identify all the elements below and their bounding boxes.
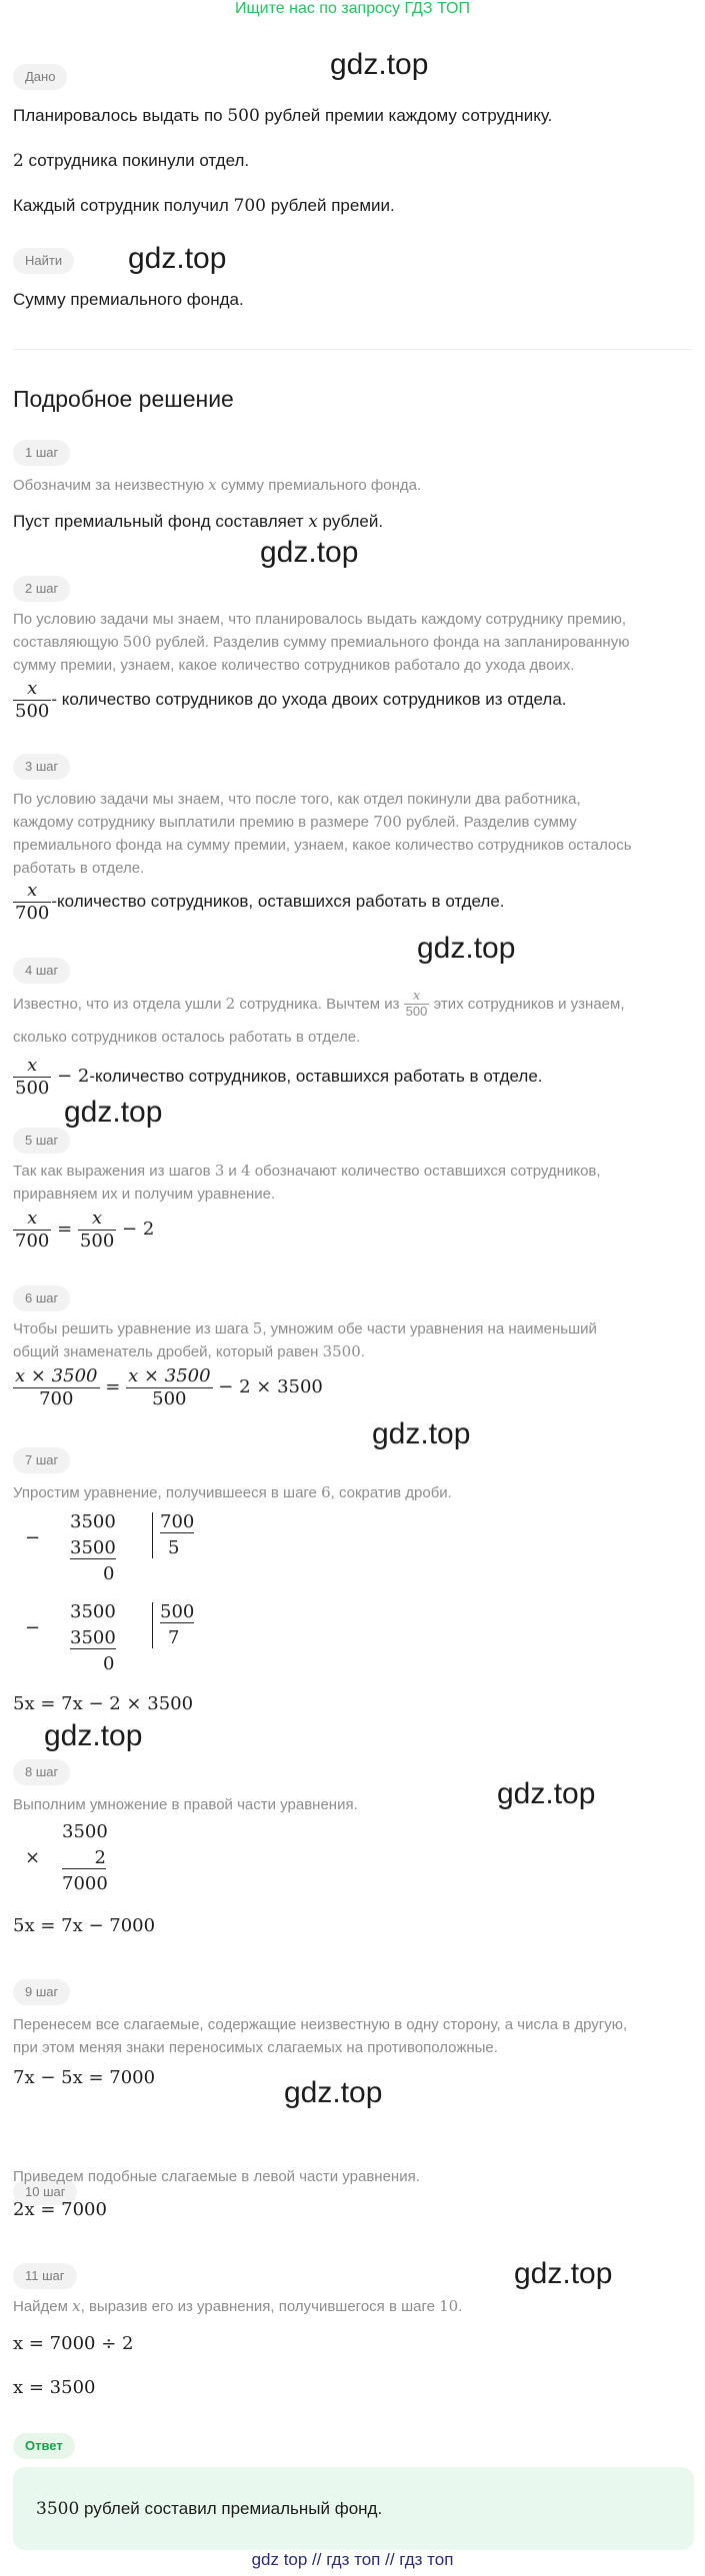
footer-link-2[interactable]: гдз топ <box>326 2550 381 2569</box>
step-11-label: 11 шаг <box>13 2263 77 2289</box>
footer-link-1[interactable]: gdz top <box>251 2550 308 2569</box>
step-5-label: 5 шаг <box>13 1128 70 1154</box>
step-10-label: 10 шаг <box>13 2179 77 2205</box>
solution-title: Подробное решение <box>13 386 234 412</box>
fraction: $\frac{x}{500}$ <box>15 678 50 722</box>
fraction: $\frac{x}{700}$ <box>15 880 50 924</box>
watermark: gdz.top <box>330 48 429 81</box>
step-6-equation: $\frac{x \times 3500}{700}$ = $\frac{x \times 3500}{500}$ − 2 × 3500 <box>15 1365 323 1409</box>
multiplicand: 3500 <box>62 1821 108 1842</box>
multiplication-sign: × <box>25 1847 41 1868</box>
find-label: Найти <box>13 248 74 274</box>
long-division-sign: − <box>25 1527 41 1548</box>
step-9-explanation: Перенесем все слагаемые, содержащие неизвестную в одну сторону, а числа в другую, при этом меняя знаки переносимых слагаемых на противоположные. <box>13 2016 628 2056</box>
fraction: $\frac{x}{700}$ <box>15 1208 50 1252</box>
answer-label: Ответ <box>13 2433 75 2459</box>
step-5-equation: $\frac{x}{700}$ = $\frac{x}{500}$ − 2 <box>15 1208 155 1252</box>
remainder: 0 <box>103 1653 115 1674</box>
answer-text: 3500 рублей составил премиальный фонд. <box>36 2499 383 2519</box>
divisor: 500 <box>160 1601 195 1622</box>
step-10-explanation: Приведем подобные слагаемые в левой части уравнения. <box>13 2168 420 2185</box>
step-7-label: 7 шаг <box>13 1447 70 1473</box>
subtrahend: 3500 <box>70 1627 116 1648</box>
given-line-3: Каждый сотрудник получил 700 рублей премии. <box>13 196 395 216</box>
step-2-label: 2 шаг <box>13 576 70 602</box>
division-bar <box>152 1602 153 1648</box>
step-8-explanation: Выполним умножение в правой части уравнения. <box>13 1796 358 1813</box>
watermark: gdz.top <box>417 932 516 965</box>
step-11-explanation: Найдем x, выразив его из уравнения, получившегося в шаге 10. <box>13 2297 463 2315</box>
footer-link-3[interactable]: гдз топ <box>399 2550 454 2569</box>
step-9-label: 9 шаг <box>13 1979 70 2005</box>
step-8-result: 5x = 7x − 7000 <box>13 1915 156 1936</box>
given-line-1: Планировалось выдать по 500 рублей премии каждому сотруднику. <box>13 106 553 126</box>
watermark: gdz.top <box>372 1417 471 1450</box>
watermark: gdz.top <box>64 1096 163 1129</box>
watermark: gdz.top <box>284 2076 383 2109</box>
subtrahend: 3500 <box>70 1537 116 1558</box>
fraction: $\frac{x}{500}$ <box>405 989 428 1020</box>
fraction: $\frac{x}{500}$ <box>79 1208 115 1252</box>
step-10-result: 2x = 7000 <box>13 2199 107 2220</box>
fraction: $\frac{x \times 3500}{700}$ <box>15 1365 98 1409</box>
watermark: gdz.top <box>44 1719 143 1752</box>
product: 7000 <box>62 1873 108 1894</box>
step-4-formula: $\frac{x}{500}$ − 2-количество сотрудников, оставшихся работать в отделе. <box>15 1055 543 1099</box>
step-8-label: 8 шаг <box>13 1759 70 1785</box>
find-text: Сумму премиального фонда. <box>13 290 244 309</box>
step-6-label: 6 шаг <box>13 1286 70 1311</box>
step-3-formula: $\frac{x}{700}$ -количество сотрудников, оставшихся работать в отделе. <box>15 880 505 924</box>
step-1-explanation: Обозначим за неизвестную x сумму премиального фонда. <box>13 476 422 494</box>
step-1-statement: Пуст премиальный фонд составляет x рублей. <box>13 512 384 532</box>
given-line-2: 2 сотрудника покинули отдел. <box>13 151 250 171</box>
search-hint-banner: Ищите нас по запросу ГДЗ ТОП <box>235 0 470 17</box>
watermark: gdz.top <box>128 242 227 275</box>
long-division-sign: − <box>25 1617 41 1638</box>
dividend: 3500 <box>70 1601 116 1622</box>
step-4-label: 4 шаг <box>13 958 70 984</box>
watermark: gdz.top <box>497 1777 596 1810</box>
footer-links: gdz top // гдз топ // гдз топ <box>251 2550 454 2569</box>
watermark: gdz.top <box>514 2257 613 2290</box>
step-2-explanation: По условию задачи мы знаем, что планировалось выдать каждому сотруднику премию, составляющую 500 рублей. Разделив сумму премиального фонда на запланированную сумму премии, узнаем, какое количество сотрудников работало до ухода двоих. <box>13 611 630 674</box>
step-4-explanation: Известно, что из отдела ушли 2 сотрудника. Вычтем из $\frac{x}{500}$ этих сотрудников и узнаем, сколько сотрудников осталось работать в отделе. <box>13 989 625 1046</box>
remainder: 0 <box>103 1563 115 1584</box>
quotient: 5 <box>168 1537 180 1558</box>
section-divider <box>13 349 693 350</box>
divisor: 700 <box>160 1511 195 1532</box>
fraction: $\frac{x \times 3500}{500}$ <box>128 1365 211 1409</box>
step-9-result: 7x − 5x = 7000 <box>13 2067 156 2088</box>
step-5-explanation: Так как выражения из шагов 3 и 4 обозначают количество оставшихся сотрудников, приравняем их и получим уравнение. <box>13 1162 601 1203</box>
quotient: 7 <box>168 1627 180 1648</box>
step-3-label: 3 шаг <box>13 754 70 780</box>
multiplier: 2 <box>62 1847 106 1869</box>
step-3-explanation: По условию задачи мы знаем, что после того, как отдел покинули два работника, каждому сотруднику выплатили премию в размере 700 рублей. Разделив сумму премиального фонда на сумму премии, узнаем, какое количество сотрудников осталось работать в отделе. <box>13 791 632 877</box>
step-2-formula: $\frac{x}{500}$ - количество сотрудников до ухода двоих сотрудников из отдела. <box>15 678 567 722</box>
step-6-explanation: Чтобы решить уравнение из шага 5, умножим обе части уравнения на наименьший общий знаменатель дробей, который равен 3500. <box>13 1319 597 1360</box>
step-11-result-2: x = 3500 <box>13 2377 96 2398</box>
step-7-explanation: Упростим уравнение, получившееся в шаге 6, сократив дроби. <box>13 1483 452 1501</box>
dividend: 3500 <box>70 1511 116 1532</box>
step-1-label: 1 шаг <box>13 440 70 466</box>
step-7-result: 5x = 7x − 2 × 3500 <box>13 1693 194 1714</box>
given-label: Дано <box>13 64 67 90</box>
watermark: gdz.top <box>260 536 359 569</box>
fraction: $\frac{x}{500}$ <box>15 1055 50 1099</box>
division-bar <box>152 1512 153 1558</box>
step-11-result-1: x = 7000 ÷ 2 <box>13 2333 134 2354</box>
